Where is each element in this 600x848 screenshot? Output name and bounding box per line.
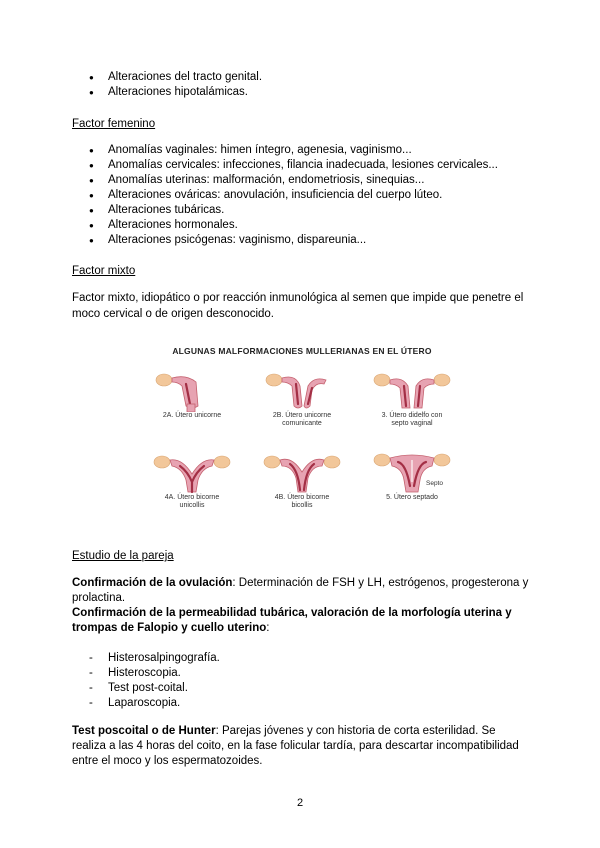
didelphys-uterus-icon <box>372 368 452 412</box>
list-item: ● Alteraciones hipotalámicas. <box>72 85 532 100</box>
female-factor-heading: Factor femenino <box>72 118 156 130</box>
list-item: ● Alteraciones del tracto genital. <box>72 70 532 85</box>
female-factor-list <box>72 143 532 248</box>
figure-cell-septate <box>362 450 462 530</box>
mullerian-malformations-figure <box>142 340 462 528</box>
page-number: 2 <box>296 797 304 809</box>
list-item: - Laparoscopia. <box>72 696 532 711</box>
permeability-paragraph: Confirmación de la permeabilidad tubárica, valoración de la morfología uterina y trompas de Falopio y cuello uterino: <box>72 607 512 634</box>
list-item: ● Alteraciones hormonales. <box>72 218 532 233</box>
ovulation-paragraph: Confirmación de la ovulación: Determinación de FSH y LH, estrógenos, progesterona y prolactina. <box>72 577 529 604</box>
figure-cell-didelphys <box>362 368 462 448</box>
figure-caption: 2A. Útero unicorne <box>162 412 222 419</box>
unicornuate-uterus-icon <box>152 368 232 412</box>
figure-caption: 4B. Útero bicorne bicollis <box>274 494 330 509</box>
list-item: - Test post-coital. <box>72 681 532 696</box>
bicornuate-unicollis-uterus-icon <box>152 450 232 494</box>
figure-cell-unicornuate <box>142 368 242 448</box>
septate-uterus-icon <box>372 450 452 494</box>
bicornuate-bicollis-uterus-icon <box>262 450 342 494</box>
list-item: ● Alteraciones ováricas: anovulación, insuficiencia del cuerpo lúteo. <box>72 188 532 203</box>
list-item: ● Anomalías cervicales: infecciones, filancia inadecuada, lesiones cervicales... <box>72 158 532 173</box>
figure-title: ALGUNAS MALFORMACIONES MULLERIANAS EN EL ÚTERO <box>172 346 432 356</box>
figure-cell-unicornuate-communicating <box>252 368 352 448</box>
figure-caption: 2B. Útero unicorne comunicante <box>272 412 332 427</box>
hunter-test-label: Test poscoital o de Hunter <box>72 725 216 737</box>
mixed-factor-heading: Factor mixto <box>72 265 136 277</box>
figure-caption: 5. Útero septado <box>386 494 438 501</box>
figure-caption: 3. Útero didelfo con septo vaginal <box>381 412 443 427</box>
figure-cell-bicornuate-bicollis <box>252 450 352 530</box>
hunter-test-paragraph: Test poscoital o de Hunter: Parejas jóvenes y con historia de corta esterilidad. Se realiza a las 4 horas del coito, en la fase folicular tardía, para descartar incompatibilidad entre el moco y los espermatozoides. <box>72 725 519 767</box>
couple-study-heading: Estudio de la pareja <box>72 550 174 562</box>
figure-caption: 4A. Útero bicorne unicollis <box>164 494 220 509</box>
figure-cell-bicornuate-unicollis <box>142 450 242 530</box>
ovulation-label: Confirmación de la ovulación <box>72 577 233 589</box>
list-item: ● Alteraciones tubáricas. <box>72 203 532 218</box>
permeability-label: Confirmación de la permeabilidad tubárica, valoración de la morfología uterina y trompas de Falopio y cuello uterino <box>72 607 512 634</box>
list-item: ● Alteraciones psicógenas: vaginismo, dispareunia... <box>72 233 532 248</box>
list-item: ● Anomalías vaginales: himen íntegro, agenesia, vaginismo... <box>72 143 532 158</box>
list-item: - Histeroscopia. <box>72 666 532 681</box>
tests-list <box>72 651 532 711</box>
communicating-uterus-icon <box>262 368 342 412</box>
mixed-factor-paragraph: Factor mixto, idiopático o por reacción inmunológica al semen que impide que penetre el moco cervical o de origen desconocido. <box>72 292 524 320</box>
list-item: - Histerosalpingografía. <box>72 651 532 666</box>
top-bullet-list <box>72 70 532 100</box>
list-item: ● Anomalías uterinas: malformación, endometriosis, sinequias... <box>72 173 532 188</box>
septo-label: Septo <box>426 480 443 487</box>
